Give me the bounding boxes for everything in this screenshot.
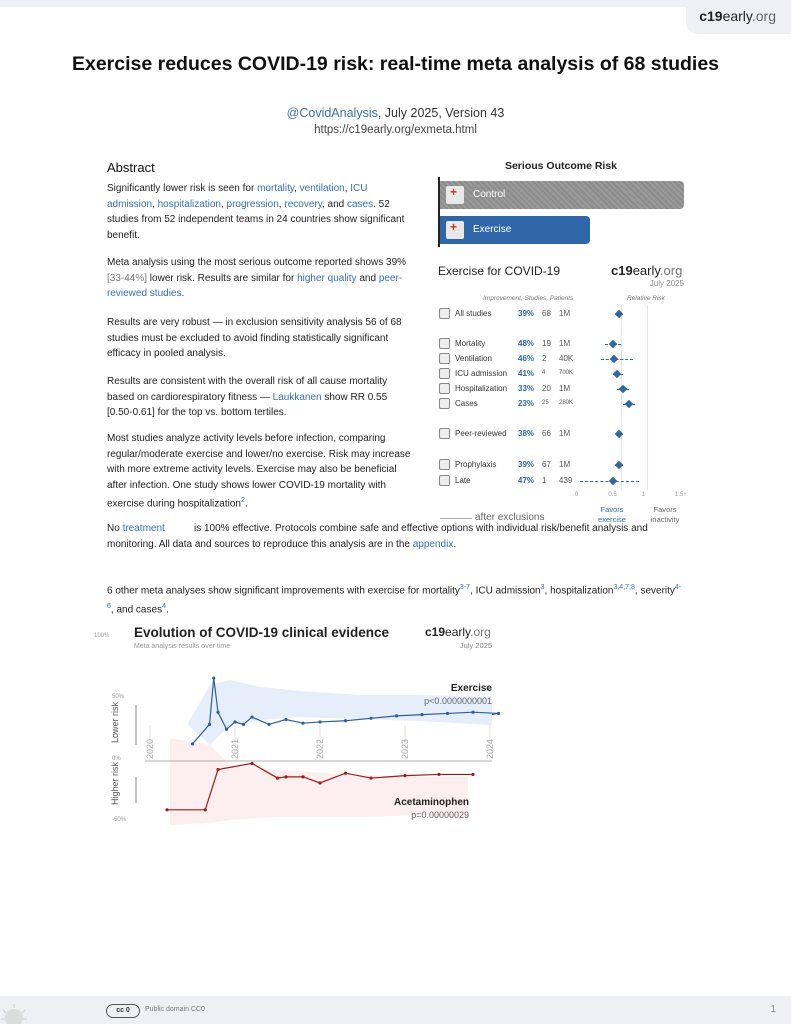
exercise-point bbox=[216, 711, 219, 714]
y-label-50: 50% bbox=[112, 694, 125, 700]
exercise-point bbox=[471, 711, 474, 714]
forest-row-improvement: 39% bbox=[518, 460, 535, 469]
forest-date: July 2025 bbox=[649, 279, 684, 288]
forest-row-studies: 25 bbox=[542, 400, 549, 406]
virus-icon bbox=[0, 994, 40, 1024]
link-higher-quality[interactable]: higher quality bbox=[297, 272, 357, 284]
abstract-paragraph-1: Significantly lower risk is seen for mortality, ventilation, ICU admission, hospitalization, progression, recovery, and cases. 52 studies from 52 independent teams in 24 countries show significant benefit. bbox=[107, 183, 405, 241]
forest-point bbox=[609, 477, 617, 485]
ref-3[interactable]: 3 bbox=[540, 584, 545, 591]
ref-2[interactable]: 2 bbox=[240, 497, 245, 504]
outcome-icon bbox=[439, 338, 450, 349]
forest-row-patients: 40K bbox=[559, 354, 574, 363]
forest-row-patients: 439 bbox=[559, 476, 573, 485]
year-tick-label: 2020 bbox=[145, 738, 155, 759]
ref-4[interactable]: 4 bbox=[162, 602, 166, 610]
forest-row[interactable] bbox=[438, 398, 688, 410]
year-tick-label: 2022 bbox=[315, 738, 325, 759]
forest-point bbox=[608, 340, 616, 348]
link-laukkanen[interactable]: Laukkanen bbox=[272, 391, 322, 403]
forest-row-studies: 20 bbox=[542, 384, 551, 393]
year-tick-label: 2021 bbox=[230, 738, 240, 759]
exercise-point bbox=[267, 723, 270, 726]
exercise-point bbox=[284, 718, 287, 721]
y-label-100: 100% bbox=[94, 633, 110, 639]
exercise-point bbox=[369, 717, 372, 720]
acetaminophen-point bbox=[276, 776, 279, 779]
higher-risk-label: Higher risk bbox=[110, 761, 120, 805]
forest-point bbox=[613, 370, 621, 378]
forest-row-studies: 19 bbox=[542, 339, 551, 348]
forest-row-improvement: 39% bbox=[518, 309, 535, 318]
forest-point bbox=[614, 310, 622, 318]
forest-row[interactable] bbox=[438, 459, 688, 471]
acetaminophen-series-label: Acetaminophen bbox=[393, 797, 469, 808]
acetaminophen-p-value: p=0.00000029 bbox=[411, 810, 469, 820]
evolution-title: Evolution of COVID-19 clinical evidence bbox=[134, 625, 390, 640]
link-hospitalization[interactable]: hospitalization bbox=[157, 198, 221, 210]
forest-row-studies: 68 bbox=[542, 309, 551, 318]
top-bar bbox=[0, 0, 791, 7]
after-exclusions-label: after exclusions bbox=[475, 512, 545, 523]
abstract-paragraph-2: Meta analysis using the most serious outcome reported shows 39% [33-44%] lower risk. Results are similar for higher quality and peer-reviewed studies. bbox=[107, 257, 407, 299]
link-icu[interactable]: ICU admission bbox=[107, 183, 368, 210]
forest-row-studies: 2 bbox=[542, 354, 547, 363]
acetaminophen-point bbox=[318, 781, 321, 784]
forest-row-name: Hospitalization bbox=[455, 384, 508, 393]
page-url[interactable]: https://c19early.org/exmeta.html bbox=[314, 124, 477, 136]
acetaminophen-point bbox=[216, 768, 219, 771]
abstract-paragraph-7: 6 other meta analyses show significant improvements with exercise for mortality$^{3-7}$, ICU admission$^3$, hospitalization$^{3,4,7,8}$, severity$^{4-6}$, and cases$^4$. bbox=[107, 584, 682, 616]
forest-tick-label: 0.5 bbox=[608, 492, 617, 498]
evolution-date: July 2025 bbox=[459, 641, 492, 650]
year-tick-label: 2023 bbox=[400, 738, 410, 759]
exercise-point bbox=[344, 719, 347, 722]
exercise-point bbox=[446, 712, 449, 715]
outcome-icon bbox=[439, 368, 450, 379]
acetaminophen-point bbox=[471, 773, 474, 776]
link-recovery[interactable]: recovery bbox=[284, 198, 322, 210]
control-bar bbox=[440, 181, 684, 209]
forest-row-improvement: 47% bbox=[518, 476, 535, 485]
forest-header-left: Improvement, Studies, Patients bbox=[483, 295, 574, 302]
abstract-paragraph-6: is 100% effective. Protocols combine safe and effective options with individual risk/benefit analysis and monitoring. All data and sources to reproduce this analysis are in the appendix. bbox=[107, 523, 648, 550]
forest-row-name: ICU admission bbox=[455, 369, 508, 378]
forest-row[interactable] bbox=[438, 353, 688, 365]
exercise-point bbox=[233, 720, 236, 723]
control-label: Control bbox=[473, 189, 506, 200]
y-label-minus-50: -50% bbox=[112, 817, 127, 823]
after-exclusions-line bbox=[440, 518, 472, 519]
exercise-point bbox=[242, 723, 245, 726]
forest-tick-label: 0 bbox=[575, 492, 579, 498]
outcome-icon bbox=[439, 475, 450, 486]
exercise-point bbox=[301, 722, 304, 725]
acetaminophen-point bbox=[369, 776, 372, 779]
outcome-icon bbox=[439, 353, 450, 364]
evolution-subtitle: Meta analysis results over time bbox=[134, 643, 231, 650]
brand-tab[interactable] bbox=[686, 0, 791, 34]
forest-row[interactable] bbox=[438, 308, 688, 320]
forest-row-studies: 67 bbox=[542, 460, 551, 469]
exercise-bar bbox=[440, 216, 590, 244]
abstract-paragraph-6a: No treatment bbox=[107, 523, 165, 534]
forest-row[interactable] bbox=[438, 338, 688, 350]
outcome-icon bbox=[439, 308, 450, 319]
exercise-series-label: Exercise bbox=[450, 683, 492, 694]
exercise-p-value: p<0.0000000001 bbox=[424, 696, 492, 706]
forest-tick-label: 1.5+ bbox=[675, 492, 687, 498]
forest-brand: c19early.org bbox=[611, 263, 683, 278]
brand-logo[interactable]: c19early.org bbox=[699, 8, 776, 24]
y-label-0: 0% bbox=[112, 756, 121, 762]
forest-row[interactable] bbox=[438, 368, 688, 380]
forest-row-name: Ventilation bbox=[455, 354, 492, 363]
abstract-paragraph-4: Results are consistent with the overall risk of all cause mortality based on cardiorespiratory fitness — Laukkanen show RR 0.55 [0.50-0.61] for the top vs. bottom tertiles. bbox=[107, 376, 388, 418]
forest-point bbox=[610, 355, 618, 363]
favors-exercise: Favors exercise bbox=[598, 505, 626, 524]
acetaminophen-point bbox=[344, 772, 347, 775]
forest-point bbox=[614, 461, 622, 469]
forest-header-right: Relative Risk bbox=[627, 295, 665, 302]
forest-row-name: Prophylaxis bbox=[455, 460, 497, 469]
forest-row-name: Peer-reviewed bbox=[455, 429, 507, 438]
link-appendix[interactable]: appendix bbox=[412, 538, 454, 550]
forest-row-improvement: 23% bbox=[518, 399, 535, 408]
ref-3-7[interactable]: 3-7 bbox=[459, 584, 471, 591]
acetaminophen-point bbox=[403, 774, 406, 777]
forest-row-improvement: 48% bbox=[518, 339, 535, 348]
exercise-label: Exercise bbox=[473, 224, 512, 235]
forest-row-name: Mortality bbox=[455, 339, 486, 348]
forest-row-patients: 1M bbox=[559, 339, 571, 348]
forest-point bbox=[618, 385, 626, 393]
forest-point bbox=[625, 400, 633, 408]
link-progression[interactable]: progression bbox=[226, 198, 279, 210]
forest-row-improvement: 38% bbox=[518, 429, 535, 438]
abstract-paragraph-3: Results are very robust — in exclusion sensitivity analysis 56 of 68 studies must be excluded to avoid finding statistically significant efficacy in pooled analysis. bbox=[107, 317, 402, 359]
acetaminophen-point bbox=[204, 808, 207, 811]
acetaminophen-point bbox=[284, 775, 287, 778]
exercise-point bbox=[225, 728, 228, 731]
forest-row-patients: 280K bbox=[559, 400, 574, 406]
page-number: 1 bbox=[770, 1004, 776, 1015]
forest-row-patients: 1M bbox=[559, 309, 571, 318]
forest-row-studies: 66 bbox=[542, 429, 551, 438]
license-text: Public domain CC0 bbox=[145, 1006, 205, 1013]
exercise-point bbox=[212, 676, 215, 679]
forest-row[interactable] bbox=[438, 475, 688, 487]
forest-row-patients: 700K bbox=[559, 370, 574, 376]
link-mortality[interactable]: mortality bbox=[257, 183, 295, 194]
link-treatment[interactable]: treatment bbox=[122, 523, 165, 534]
serious-outcome-title: Serious Outcome Risk bbox=[504, 160, 618, 172]
forest-row-improvement: 33% bbox=[518, 384, 535, 393]
exercise-point bbox=[420, 713, 423, 716]
forest-row-name: Late bbox=[455, 476, 471, 485]
outcome-icon bbox=[439, 383, 450, 394]
hospital-icon bbox=[446, 221, 464, 239]
acetaminophen-point bbox=[437, 773, 440, 776]
cc-license-icon[interactable]: cc 0 bbox=[106, 1004, 140, 1018]
forest-row-patients: 1M bbox=[559, 429, 571, 438]
evolution-chart bbox=[94, 625, 500, 830]
lower-risk-label: Lower risk bbox=[110, 701, 120, 743]
exercise-point bbox=[208, 723, 211, 726]
exercise-point bbox=[395, 714, 398, 717]
acetaminophen-point bbox=[250, 762, 253, 765]
forest-row-improvement: 41% bbox=[518, 369, 535, 378]
abstract-heading: Abstract bbox=[107, 160, 155, 175]
link-peer-reviewed[interactable]: peer-reviewed studies bbox=[107, 272, 403, 299]
forest-row-studies: 4 bbox=[542, 370, 546, 376]
year-tick-label: 2024 bbox=[485, 738, 495, 759]
forest-row-name: All studies bbox=[455, 309, 492, 318]
author-link[interactable]: @CovidAnalysis bbox=[286, 106, 378, 120]
forest-point bbox=[615, 430, 623, 438]
outcome-icon bbox=[439, 459, 450, 470]
forest-tick-label: 1 bbox=[641, 492, 645, 498]
favors-inactivity: Favors inactivity bbox=[650, 505, 680, 524]
acetaminophen-point bbox=[165, 808, 168, 811]
page-title: Exercise reduces COVID-19 risk: real-time meta analysis of 68 studies bbox=[71, 53, 720, 75]
ref-3-4-7-8[interactable]: 3,4,7,8 bbox=[613, 584, 635, 591]
acetaminophen-point bbox=[301, 775, 304, 778]
evolution-brand: c19early.org bbox=[425, 625, 491, 639]
hospital-icon bbox=[446, 186, 464, 204]
forest-title: Exercise for COVID-19 bbox=[438, 264, 561, 278]
ref-4-6[interactable]: 4-6 bbox=[107, 584, 682, 610]
forest-row[interactable] bbox=[438, 383, 688, 395]
exercise-point bbox=[191, 742, 194, 745]
outcome-icon bbox=[439, 398, 450, 409]
exercise-point bbox=[318, 720, 321, 723]
forest-row-improvement: 46% bbox=[518, 354, 535, 363]
outcome-icon bbox=[439, 428, 450, 439]
forest-row-name: Cases bbox=[455, 399, 478, 408]
byline: @CovidAnalysis, July 2025, Version 43 bbox=[286, 106, 505, 120]
link-cases[interactable]: cases bbox=[347, 198, 374, 210]
forest-row[interactable] bbox=[438, 428, 688, 440]
exercise-point bbox=[250, 715, 253, 718]
abstract-paragraph-5: Most studies analyze activity levels before infection, comparing regular/moderate exercise and lower/no exercise. Risk may increase with more extreme activity levels. Exercise may also be beneficial after infection. One study shows lower COVID-19 mortality with exercise during hospitalization$^2$. bbox=[107, 433, 411, 510]
forest-row-patients: 1M bbox=[559, 384, 571, 393]
link-ventilation[interactable]: ventilation bbox=[299, 183, 345, 194]
forest-row-studies: 1 bbox=[542, 476, 547, 485]
forest-row-patients: 1M bbox=[559, 460, 571, 469]
